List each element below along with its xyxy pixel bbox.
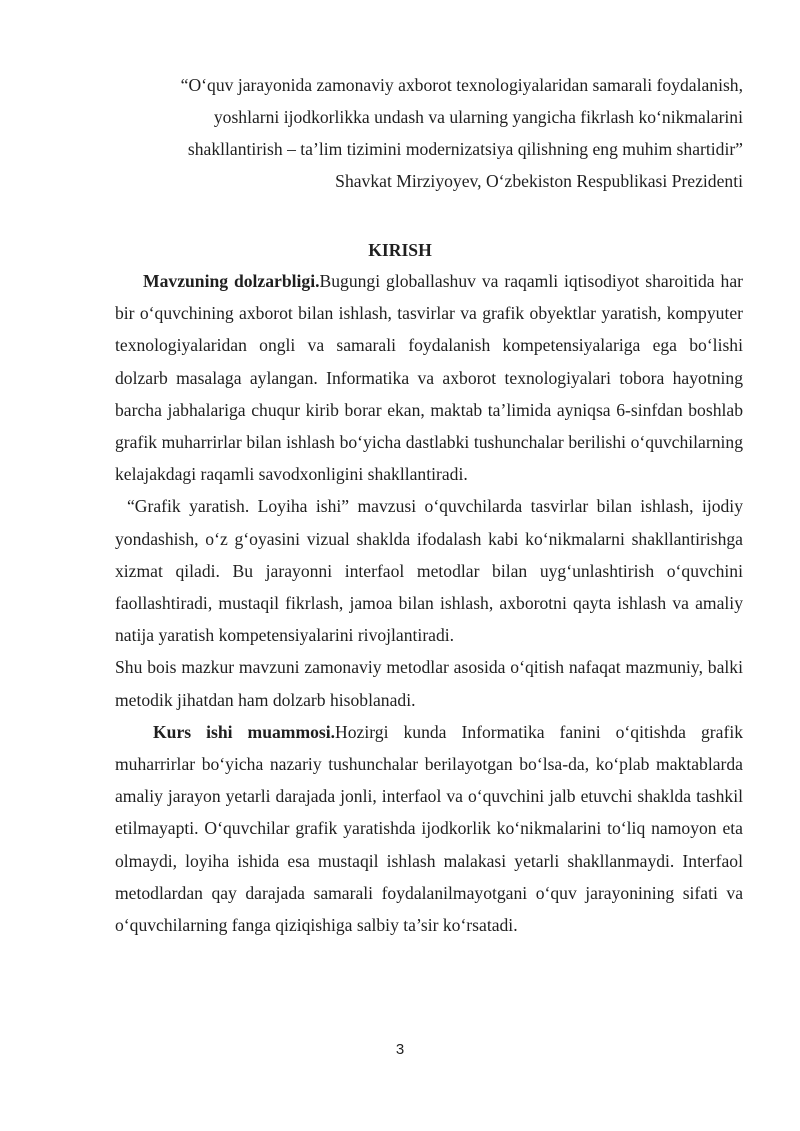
paragraph-text: Hozirgi kunda Informatika fanini o‘qitishda grafik muharrirlar bo‘yicha nazariy tushunchalar berilayotgan bo‘lsa-da, ko‘plab maktablarda amaliy jarayon yetarli darajada jonli, interfaol va o‘quvchini jalb etuvchi shaklda tashkil etilmayapti. O‘quvchilar grafik yaratishda ijodkorlik ko‘nikmalarini to‘liq namoyon eta olmaydi, loyiha ishida esa mustaqil ishlash malakasi yetarli shakllanmaydi. Interfaol metodlardan qay darajada samarali foydalanilmayotgani o‘quv jarayonining sifati va o‘quvchilarning fanga qiziqishiga salbiy ta’sir ko‘rsatadi. bbox=[115, 721, 744, 936]
section-heading: KIRISH bbox=[368, 240, 432, 260]
paragraph-relevance bbox=[115, 265, 743, 490]
epigraph-quote-line: “O‘quv jarayonida zamonaviy axborot texnologiyalaridan samarali foydalanish, bbox=[180, 75, 743, 95]
paragraph-title: Kurs ishi muammosi. bbox=[153, 721, 336, 742]
epigraph-quote-line: shakllantirish – ta’lim tizimini modernizatsiya qilishning eng muhim shartidir” bbox=[187, 139, 743, 159]
epigraph-author: Shavkat Mirziyoyev, O‘zbekiston Respublikasi Prezidenti bbox=[335, 171, 743, 191]
epigraph bbox=[110, 69, 743, 197]
paragraph-topic: “Grafik yaratish. Loyiha ishi” mavzusi o‘quvchilarda tasvirlar bilan ishlash, ijodiy yondashish, o‘z g‘oyasini vizual shaklda ifodalash kabi ko‘nikmalarni shakllantirishga xizmat qiladi. Bu jarayonni interfaol metodlar bilan uyg‘unlashtirish o‘quvchini faollashtiradi, mustaqil fikrlash, jamoa bilan ishlash, axborotni qayta ishlash va amaliy natija yaratish kompetensiyalarini rivojlantiradi. bbox=[115, 496, 743, 646]
page-number: 3 bbox=[395, 1041, 405, 1058]
paragraph-problem bbox=[115, 716, 743, 941]
paragraph-title: Mavzuning dolzarbligi. bbox=[143, 271, 320, 291]
body-text bbox=[115, 265, 743, 941]
epigraph-quote-line: yoshlarni ijodkorlikka undash va ularning yangicha fikrlash ko‘nikmalarini bbox=[213, 107, 743, 127]
paragraph-text: Bugungi globallashuv va raqamli iqtisodiyot sharoitida har bir o‘quvchining axborot bilan ishlash, tasvirlar va grafik obyektlar yaratish, kompyuter texnologiyalaridan ongli va samarali foydalanish kompetensiyalariga ega bo‘lishi dolzarb masalaga aylangan. Informatika va axborot texnologiyalari tobora hayotning barcha jabhalariga chuqur kirib borar ekan, maktab ta’limida ayniqsa 6-sinfdan boshlab grafik muharrirlar bilan ishlash bo‘yicha dastlabki tushunchalar berilishi o‘quvchilarning kelajakdagi raqamli savodxonligini shakllantiradi. bbox=[115, 271, 743, 485]
paragraph-conclusion: Shu bois mazkur mavzuni zamonaviy metodlar asosida o‘qitish nafaqat mazmuniy, balki metodik jihatdan ham dolzarb hisoblanadi. bbox=[115, 657, 743, 710]
